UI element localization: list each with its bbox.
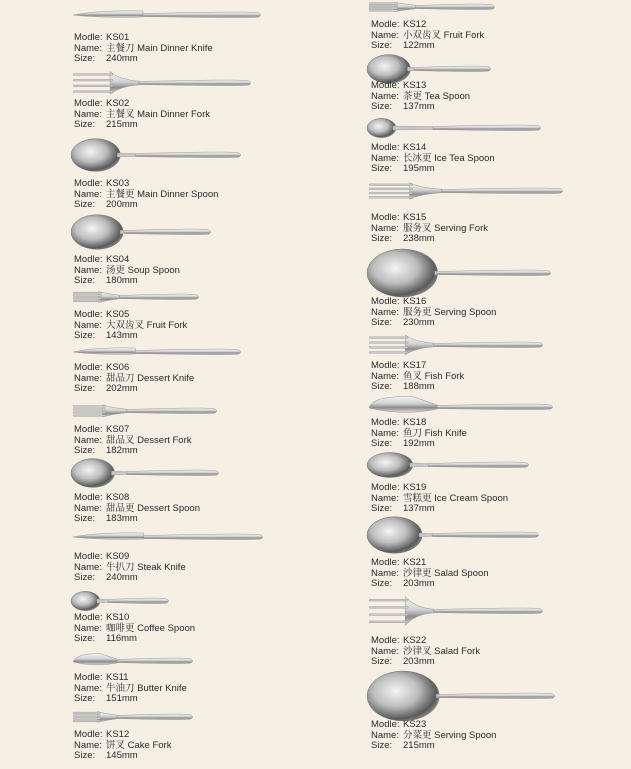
size-label: Size: (371, 656, 393, 668)
size-value: 137mm (403, 101, 435, 113)
model-label: Modle: (74, 309, 103, 320)
cutlery-image-spoon (70, 458, 220, 493)
model-label: Modle: (74, 178, 103, 189)
name-value: 服务更 Serving Spoon (403, 306, 497, 318)
cutlery-image-fork (70, 710, 194, 729)
name-label: Name: (371, 306, 399, 318)
model-value: KS22 (403, 635, 427, 646)
size-value: 215mm (403, 740, 435, 752)
model-value: KS13 (403, 80, 427, 91)
name-value: 牛油刀 Butter Knife (106, 682, 187, 694)
size-row (74, 634, 195, 645)
cutlery-image-spoon (70, 138, 242, 177)
size-label: Size: (371, 40, 393, 52)
size-row (74, 751, 171, 762)
size-label: Size: (371, 438, 393, 450)
size-value: 240mm (106, 53, 138, 65)
product-caption (371, 20, 484, 52)
cutlery-image-fork (366, 180, 564, 207)
name-value: 甜品刀 Dessert Knife (106, 372, 195, 384)
model-label: Modle: (74, 551, 103, 562)
size-row (74, 573, 186, 584)
size-label: Size: (74, 572, 96, 584)
product-caption (371, 483, 508, 515)
name-value: 主餐刀 Main Dinner Knife (106, 42, 213, 54)
model-label: Modle: (371, 635, 400, 646)
model-value: KS12 (106, 729, 130, 740)
model-label: Modle: (371, 360, 400, 371)
name-label: Name: (74, 188, 102, 200)
cutlery-image-spoon (70, 214, 212, 255)
model-value: KS02 (106, 98, 130, 109)
name-label: Name: (371, 567, 399, 579)
cutlery-image-spoon (366, 118, 542, 143)
size-label: Size: (74, 330, 96, 342)
size-value: 122mm (403, 40, 435, 52)
name-label: Name: (74, 502, 102, 514)
name-value: 牛扒刀 Steak Knife (106, 561, 186, 573)
name-value: 汤更 Soup Spoon (106, 264, 180, 276)
size-value: 203mm (403, 656, 435, 668)
size-value: 200mm (106, 199, 138, 211)
name-value: 鱼刀 Fish Knife (403, 427, 467, 439)
size-label: Size: (74, 119, 96, 131)
size-row (74, 276, 180, 287)
size-value: 183mm (106, 513, 138, 525)
product-caption (74, 99, 210, 131)
model-value: KS06 (106, 362, 130, 373)
size-row (74, 384, 194, 395)
name-label: Name: (371, 90, 399, 102)
model-value: KS16 (403, 296, 427, 307)
size-value: 151mm (106, 693, 138, 705)
product-caption (74, 493, 200, 525)
size-label: Size: (74, 199, 96, 211)
model-label: Modle: (74, 362, 103, 373)
cutlery-image-spoon (366, 516, 540, 559)
size-row (74, 120, 210, 131)
size-label: Size: (74, 750, 96, 762)
cutlery-image-fork (70, 290, 200, 309)
model-value: KS19 (403, 482, 427, 493)
name-label: Name: (74, 372, 102, 384)
product-caption (74, 33, 213, 65)
product-caption (371, 361, 464, 393)
size-row (371, 579, 489, 590)
model-value: KS11 (106, 672, 129, 683)
product-caption (74, 673, 187, 705)
name-label: Name: (74, 434, 102, 446)
cutlery-image-saladfork (366, 592, 544, 635)
name-label: Name: (74, 108, 102, 120)
size-row (371, 318, 496, 329)
name-value: 主餐叉 Main Dinner Fork (106, 108, 210, 120)
product-caption (74, 310, 187, 342)
size-row (371, 439, 467, 450)
size-label: Size: (74, 693, 96, 705)
size-row (74, 446, 192, 457)
name-label: Name: (371, 427, 399, 439)
product-caption (371, 297, 496, 329)
size-row (371, 41, 484, 52)
size-label: Size: (371, 503, 393, 515)
model-label: Modle: (74, 672, 103, 683)
size-value: 137mm (403, 503, 435, 515)
size-value: 195mm (403, 163, 435, 175)
name-value: 主餐更 Main Dinner Spoon (106, 188, 219, 200)
size-label: Size: (371, 317, 393, 329)
size-row (371, 164, 495, 175)
name-value: 沙律叉 Salad Fork (403, 645, 481, 657)
model-value: KS12 (403, 19, 427, 30)
size-value: 203mm (403, 578, 435, 590)
name-value: 分菜更 Serving Spoon (403, 729, 497, 741)
product-caption (371, 143, 495, 175)
size-row (371, 504, 508, 515)
model-value: KS15 (403, 212, 427, 223)
name-value: 大双齿叉 Fruit Fork (106, 319, 188, 331)
name-label: Name: (371, 729, 399, 741)
size-row (74, 514, 200, 525)
name-label: Name: (371, 29, 399, 41)
cutlery-image-spoon (366, 248, 552, 303)
name-value: 沙律更 Salad Spoon (403, 567, 489, 579)
model-value: KS18 (403, 417, 427, 428)
model-label: Modle: (371, 482, 400, 493)
size-row (371, 234, 488, 245)
model-value: KS05 (106, 309, 130, 320)
name-label: Name: (371, 645, 399, 657)
name-label: Name: (74, 264, 102, 276)
model-value: KS01 (106, 32, 130, 43)
model-label: Modle: (371, 557, 400, 568)
size-value: 238mm (403, 233, 435, 245)
product-caption (74, 179, 218, 211)
model-label: Modle: (371, 80, 400, 91)
name-label: Name: (74, 682, 102, 694)
size-row (371, 102, 470, 113)
size-value: 192mm (403, 438, 435, 450)
name-value: 服务叉 Serving Fork (403, 222, 488, 234)
size-value: 215mm (106, 119, 138, 131)
name-label: Name: (74, 739, 102, 751)
product-caption (74, 552, 186, 584)
name-label: Name: (371, 152, 399, 164)
cutlery-image-fork (70, 403, 218, 424)
size-row (74, 694, 187, 705)
size-label: Size: (371, 233, 393, 245)
name-label: Name: (371, 492, 399, 504)
product-caption (74, 363, 194, 395)
name-value: 茶更 Tea Spoon (403, 90, 471, 102)
name-row (74, 190, 218, 201)
name-label: Name: (74, 561, 102, 573)
model-label: Modle: (74, 254, 103, 265)
name-label: Name: (74, 622, 102, 634)
cutlery-image-knife (70, 6, 262, 29)
name-value: 甜品叉 Dessert Fork (106, 434, 192, 446)
size-value: 182mm (106, 445, 138, 457)
model-value: KS23 (403, 719, 427, 730)
name-label: Name: (74, 42, 102, 54)
size-row (371, 741, 496, 752)
size-label: Size: (371, 163, 393, 175)
size-row (74, 200, 218, 211)
product-caption (371, 720, 496, 752)
size-row (74, 54, 213, 65)
size-label: Size: (371, 578, 393, 590)
size-row (74, 331, 187, 342)
name-label: Name: (371, 370, 399, 382)
product-caption (74, 613, 195, 645)
size-value: 180mm (106, 275, 138, 287)
size-label: Size: (74, 53, 96, 65)
product-caption (371, 636, 480, 668)
model-label: Modle: (74, 492, 103, 503)
model-label: Modle: (74, 424, 103, 435)
name-value: 雪糕更 Ice Cream Spoon (403, 492, 509, 504)
model-value: KS08 (106, 492, 130, 503)
size-label: Size: (371, 381, 393, 393)
model-label: Modle: (74, 612, 103, 623)
name-value: 饼叉 Cake Fork (106, 739, 172, 751)
product-caption (74, 425, 192, 457)
model-label: Modle: (74, 32, 103, 43)
model-label: Modle: (371, 142, 400, 153)
name-label: Name: (371, 222, 399, 234)
product-caption (371, 558, 489, 590)
model-value: KS03 (106, 178, 130, 189)
model-value: KS21 (403, 557, 427, 568)
product-caption (371, 418, 467, 450)
name-value: 甜品更 Dessert Spoon (106, 502, 200, 514)
name-label: Name: (74, 319, 102, 331)
model-label: Modle: (371, 719, 400, 730)
size-row (371, 382, 464, 393)
size-value: 116mm (106, 633, 137, 645)
name-value: 咖啡更 Coffee Spoon (106, 622, 196, 634)
product-caption (371, 81, 470, 113)
size-label: Size: (74, 633, 96, 645)
size-value: 188mm (403, 381, 435, 393)
model-label: Modle: (371, 417, 400, 428)
size-label: Size: (371, 740, 393, 752)
cutlery-image-scoop (366, 452, 530, 483)
size-value: 143mm (106, 330, 138, 342)
model-value: KS14 (403, 142, 427, 153)
cutlery-image-knife (70, 530, 264, 549)
model-label: Modle: (371, 296, 400, 307)
size-value: 145mm (106, 750, 138, 762)
model-value: KS17 (403, 360, 427, 371)
name-value: 小双齿叉 Fruit Fork (403, 29, 485, 41)
model-value: KS09 (106, 551, 130, 562)
size-label: Size: (74, 383, 96, 395)
name-value: 长冰更 Ice Tea Spoon (403, 152, 495, 164)
model-value: KS04 (106, 254, 130, 265)
cutlery-image-fork (366, 332, 544, 363)
model-value: KS07 (106, 424, 130, 435)
product-caption (74, 730, 171, 762)
cutlery-image-fork (366, 0, 496, 18)
size-label: Size: (74, 445, 96, 457)
size-label: Size: (74, 275, 96, 287)
model-label: Modle: (74, 98, 103, 109)
name-value: 鱼叉 Fish Fork (403, 370, 465, 382)
size-label: Size: (74, 513, 96, 525)
size-row (371, 657, 480, 668)
product-caption (74, 255, 180, 287)
size-value: 230mm (403, 317, 435, 329)
size-value: 202mm (106, 383, 138, 395)
size-label: Size: (371, 101, 393, 113)
model-label: Modle: (74, 729, 103, 740)
product-caption (371, 213, 488, 245)
model-value: KS10 (106, 612, 130, 623)
model-label: Modle: (371, 212, 400, 223)
model-label: Modle: (371, 19, 400, 30)
size-value: 240mm (106, 572, 138, 584)
